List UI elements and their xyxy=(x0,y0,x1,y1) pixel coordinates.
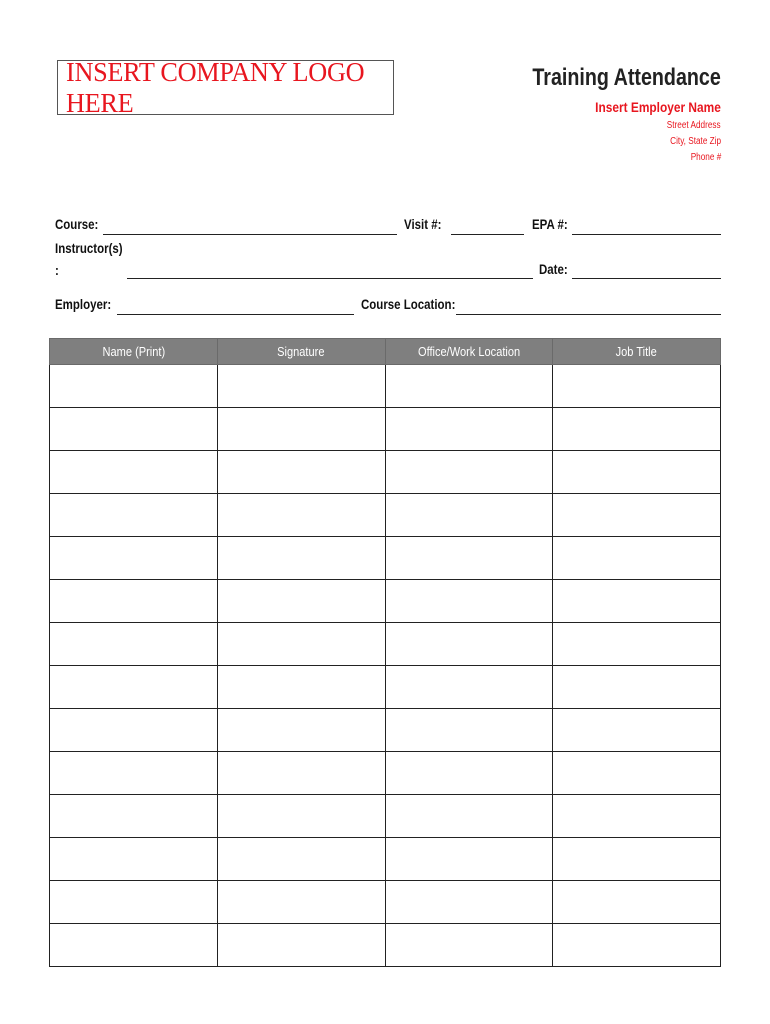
table-row xyxy=(50,838,721,881)
name-cell[interactable] xyxy=(50,709,218,752)
logo-text: INSERT COMPANY LOGO HERE xyxy=(66,56,365,118)
signature-cell[interactable] xyxy=(217,408,385,451)
table-row xyxy=(50,408,721,451)
signature-cell[interactable] xyxy=(217,494,385,537)
table-row xyxy=(50,666,721,709)
course-location-label: Course Location: xyxy=(361,296,456,312)
employer-field[interactable] xyxy=(117,314,354,315)
attendance-rows xyxy=(50,365,721,967)
name-cell[interactable] xyxy=(50,494,218,537)
column-header-signature: Signature xyxy=(217,339,385,365)
office-location-cell[interactable] xyxy=(385,451,553,494)
date-field[interactable] xyxy=(572,278,721,279)
page-title: Training Attendance xyxy=(532,64,721,91)
employer-name: Insert Employer Name xyxy=(595,99,721,115)
visit-field[interactable] xyxy=(451,234,524,235)
table-row xyxy=(50,580,721,623)
signature-cell[interactable] xyxy=(217,623,385,666)
job-title-cell[interactable] xyxy=(553,494,721,537)
table-row xyxy=(50,494,721,537)
office-location-cell[interactable] xyxy=(385,795,553,838)
table-row xyxy=(50,924,721,967)
date-label: Date: xyxy=(539,261,568,277)
signature-cell[interactable] xyxy=(217,666,385,709)
name-cell[interactable] xyxy=(50,924,218,967)
job-title-cell[interactable] xyxy=(553,752,721,795)
name-cell[interactable] xyxy=(50,881,218,924)
office-location-cell[interactable] xyxy=(385,881,553,924)
name-cell[interactable] xyxy=(50,580,218,623)
instructor-colon: : xyxy=(55,262,59,278)
employer-label: Employer: xyxy=(55,296,112,312)
visit-label: Visit #: xyxy=(404,216,442,232)
column-header-name: Name (Print) xyxy=(50,339,218,365)
signature-cell[interactable] xyxy=(217,451,385,494)
table-row xyxy=(50,709,721,752)
signature-cell[interactable] xyxy=(217,580,385,623)
office-location-cell[interactable] xyxy=(385,537,553,580)
office-location-cell[interactable] xyxy=(385,365,553,408)
column-header-job-title: Job Title xyxy=(553,339,721,365)
phone-number: Phone # xyxy=(690,152,721,163)
job-title-cell[interactable] xyxy=(553,795,721,838)
instructor-field[interactable] xyxy=(127,278,533,279)
attendance-table xyxy=(49,338,721,967)
name-cell[interactable] xyxy=(50,451,218,494)
signature-cell[interactable] xyxy=(217,881,385,924)
signature-cell[interactable] xyxy=(217,924,385,967)
job-title-cell[interactable] xyxy=(553,408,721,451)
course-label: Course: xyxy=(55,216,99,232)
job-title-cell[interactable] xyxy=(553,838,721,881)
office-location-cell[interactable] xyxy=(385,408,553,451)
name-cell[interactable] xyxy=(50,365,218,408)
table-row xyxy=(50,752,721,795)
office-location-cell[interactable] xyxy=(385,924,553,967)
office-location-cell[interactable] xyxy=(385,623,553,666)
name-cell[interactable] xyxy=(50,623,218,666)
name-cell[interactable] xyxy=(50,838,218,881)
job-title-cell[interactable] xyxy=(553,623,721,666)
office-location-cell[interactable] xyxy=(385,838,553,881)
signature-cell[interactable] xyxy=(217,795,385,838)
signature-cell[interactable] xyxy=(217,537,385,580)
name-cell[interactable] xyxy=(50,795,218,838)
table-header-row xyxy=(50,339,721,365)
table-row xyxy=(50,365,721,408)
company-logo-placeholder xyxy=(57,56,394,118)
signature-cell[interactable] xyxy=(217,838,385,881)
table-row xyxy=(50,451,721,494)
instructor-label: Instructor(s) xyxy=(55,240,123,256)
epa-field[interactable] xyxy=(572,234,721,235)
name-cell[interactable] xyxy=(50,666,218,709)
name-cell[interactable] xyxy=(50,408,218,451)
job-title-cell[interactable] xyxy=(553,365,721,408)
name-cell[interactable] xyxy=(50,537,218,580)
table-row xyxy=(50,537,721,580)
city-state-zip: City, State Zip xyxy=(670,136,721,147)
signature-cell[interactable] xyxy=(217,709,385,752)
job-title-cell[interactable] xyxy=(553,924,721,967)
epa-label: EPA #: xyxy=(532,216,568,232)
office-location-cell[interactable] xyxy=(385,666,553,709)
office-location-cell[interactable] xyxy=(385,709,553,752)
job-title-cell[interactable] xyxy=(553,709,721,752)
job-title-cell[interactable] xyxy=(553,580,721,623)
street-address: Street Address xyxy=(667,120,721,131)
signature-cell[interactable] xyxy=(217,752,385,795)
job-title-cell[interactable] xyxy=(553,537,721,580)
office-location-cell[interactable] xyxy=(385,752,553,795)
table-row xyxy=(50,881,721,924)
job-title-cell[interactable] xyxy=(553,451,721,494)
course-field[interactable] xyxy=(103,234,397,235)
office-location-cell[interactable] xyxy=(385,494,553,537)
course-location-field[interactable] xyxy=(456,314,721,315)
job-title-cell[interactable] xyxy=(553,881,721,924)
column-header-office-location: Office/Work Location xyxy=(385,339,553,365)
table-row xyxy=(50,795,721,838)
signature-cell[interactable] xyxy=(217,365,385,408)
name-cell[interactable] xyxy=(50,752,218,795)
job-title-cell[interactable] xyxy=(553,666,721,709)
table-row xyxy=(50,623,721,666)
office-location-cell[interactable] xyxy=(385,580,553,623)
